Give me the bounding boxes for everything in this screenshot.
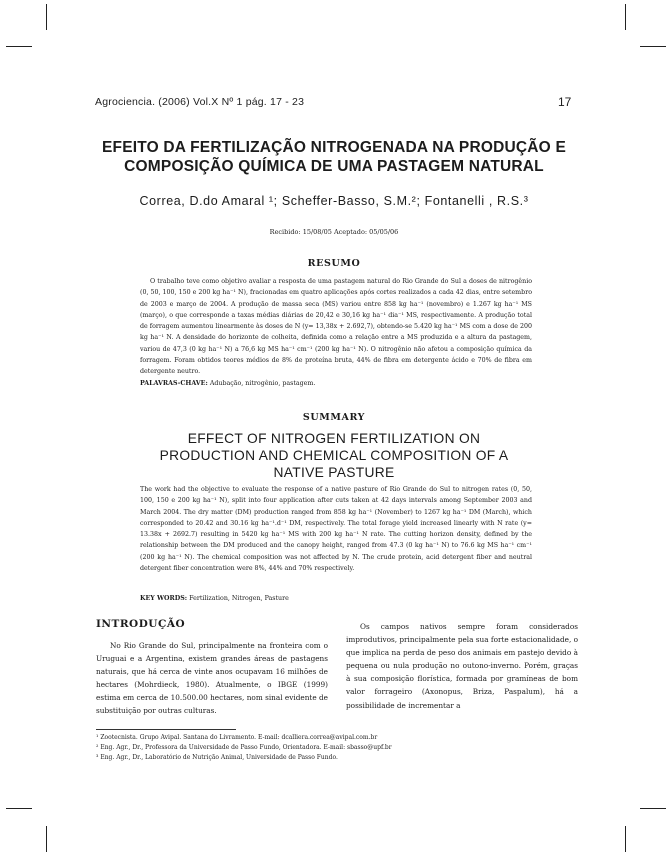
- crop-mark-bottom-left-v: [46, 826, 47, 852]
- footnote-divider: [96, 729, 236, 730]
- crop-mark-top-left: [6, 46, 32, 47]
- crop-mark-bottom-right: [640, 808, 666, 809]
- title-line: EFEITO DA FERTILIZAÇÃO NITROGENADA NA PRODUÇÃO E: [102, 139, 566, 156]
- introducao-heading: INTRODUÇÃO: [96, 618, 186, 630]
- palavras-chave: [140, 380, 532, 387]
- intro-left-column: No Rio Grande do Sul, principalmente na fronteira com o Uruguai e a Argentina, existem grandes áreas de pastagens naturais, que há cerca de vinte anos ocupavam 16 milhões de hectares (Mohrdieck, 1980). Atualmente, o IBGE (1999) estima em cerca de 10.500.00 hectares, nom sinal evidente de substituição por outras culturas.: [96, 641, 328, 716]
- paper-title: [90, 138, 578, 176]
- crop-mark-bottom-left: [6, 808, 32, 809]
- key-words-text: Fertilization, Nitrogen, Pasture: [187, 595, 289, 602]
- palavras-chave-text: Adubação, nitrogênio, pastagem.: [207, 380, 316, 387]
- english-title-line: PRODUCTION AND CHEMICAL COMPOSITION OF A: [159, 448, 509, 463]
- summary-paragraph: The work had the objective to evaluate the response of a native pasture of Rio Grande do Sul to nitrogen rates (0, 50, 100, 150 e 200 kg ha⁻¹ N), split into four application after cuts taken at 42 days intervals among September 2003 and March 2004. The dry matter (DM) production ranged from 858 kg ha⁻¹ (November) to 1267 kg ha⁻¹ DM (March), which corresponded to 20.42 and 30.16 kg ha⁻¹.d⁻¹ DM, respectively. The total forage yield increased linearly with N rate (y= 13.38x + 2692.7) resulting in 5420 kg ha⁻¹ MS with 200 kg ha⁻¹ N rate. The cutting horizon density, defined by the relationship between the DM produced and the canopy height, ranged from 47.3 (0 kg ha⁻¹ N) to 76.6 kg MS ha⁻¹ cm⁻¹ (200 kg ha⁻¹ N). The chemical composition was not affected by N. The crude protein, acid detergent fiber and neutral detergent fiber concentration were 8%, 44% and 70% respectively.: [140, 486, 532, 573]
- running-head: Agrociencia. (2006) Vol.X Nº 1 pág. 17 - 23: [95, 96, 305, 108]
- resumo-heading: RESUMO: [307, 258, 361, 269]
- english-title: [120, 430, 548, 481]
- resumo-paragraph: O trabalho teve como objetivo avaliar a resposta de uma pastagem natural do Rio Grande do Sul a doses de nitrogênio (0, 50, 100, 150 e 200 kg ha⁻¹ N), fracionadas em quatro aplicações após cortes realizados a cada 42 dias, entre setembro de 2003 e março de 2004. A produção de massa seca (MS) variou entre 858 kg ha⁻¹ (novembro) e 1.267 kg ha⁻¹ MS (março), o que corresponde a taxas médias diárias de 20,42 e 30,16 kg ha⁻¹ dia⁻¹ MS, respectivamente. A produção total de forragem aumentou linearmente às doses de N (y= 13,38x + 2.692,7), obtendo-se 5.420 kg ha⁻¹ MS com a dose de 200 kg ha⁻¹ N. A densidade do horizonte de colheita, definida como a relação entre a MS produzida e a altura da pastagem, variou de 47,3 (0 kg ha⁻¹ N) a 76,6 kg MS ha⁻¹ cm⁻¹ (200 kg ha⁻¹ N). O nitrogênio não afetou a composição química da forragem. Foram obtidos teores médios de 8% de proteína bruta, 44% de fibra em detergente ácido e 70% de fibra em detergente neutro.: [140, 278, 532, 376]
- english-title-line: NATIVE PASTURE: [273, 465, 395, 480]
- key-words: [140, 595, 532, 602]
- footnote: ¹ Zootecnista. Grupo Avipal. Santana do Livramento. E-mail: dcalliera.correa@avipal.com.br: [96, 734, 378, 741]
- authors: Correa, D.do Amaral ¹; Scheffer-Basso, S.M.²; Fontanelli , R.S.³: [139, 194, 529, 208]
- title-line: COMPOSIÇÃO QUÍMICA DE UMA PASTAGEM NATURAL: [124, 158, 544, 175]
- crop-mark-top-right: [640, 46, 666, 47]
- footnote: ³ Eng. Agr., Dr., Laboratório de Nutrição Animal, Universidade de Passo Fundo.: [96, 754, 338, 762]
- footnotes: [96, 733, 576, 764]
- page-number: 17: [558, 95, 572, 109]
- crop-mark-bottom-right-v: [625, 826, 626, 852]
- crop-mark-top-right-v: [625, 4, 626, 30]
- key-words-label: KEY WORDS:: [140, 595, 188, 602]
- intro-right-column: Os campos nativos sempre foram considerados improdutivos, principalmente pela sua forte estacionalidade, o que implica na perda de peso dos animais em pastejo devido à pequena ou nula produção no outono-inverno. Porém, graças à sua composição florística, formada por gramíneas de bom valor forrageiro (Axonopus, Briza, Paspalum), há a possibilidade de incrementar a: [346, 622, 578, 710]
- palavras-chave-label: PALAVRAS-CHAVE:: [140, 380, 208, 387]
- footnote: ² Eng. Agr., Dr., Professora da Universidade de Passo Fundo, Orientadora. E-mail: sbasso@upf.br: [96, 744, 392, 752]
- crop-mark-top-left-v: [46, 4, 47, 30]
- received-accepted-dates: Recibido: 15/08/05 Aceptado: 05/05/06: [269, 228, 399, 236]
- summary-heading: SUMMARY: [302, 412, 366, 423]
- english-title-line: EFFECT OF NITROGEN FERTILIZATION ON: [187, 431, 481, 446]
